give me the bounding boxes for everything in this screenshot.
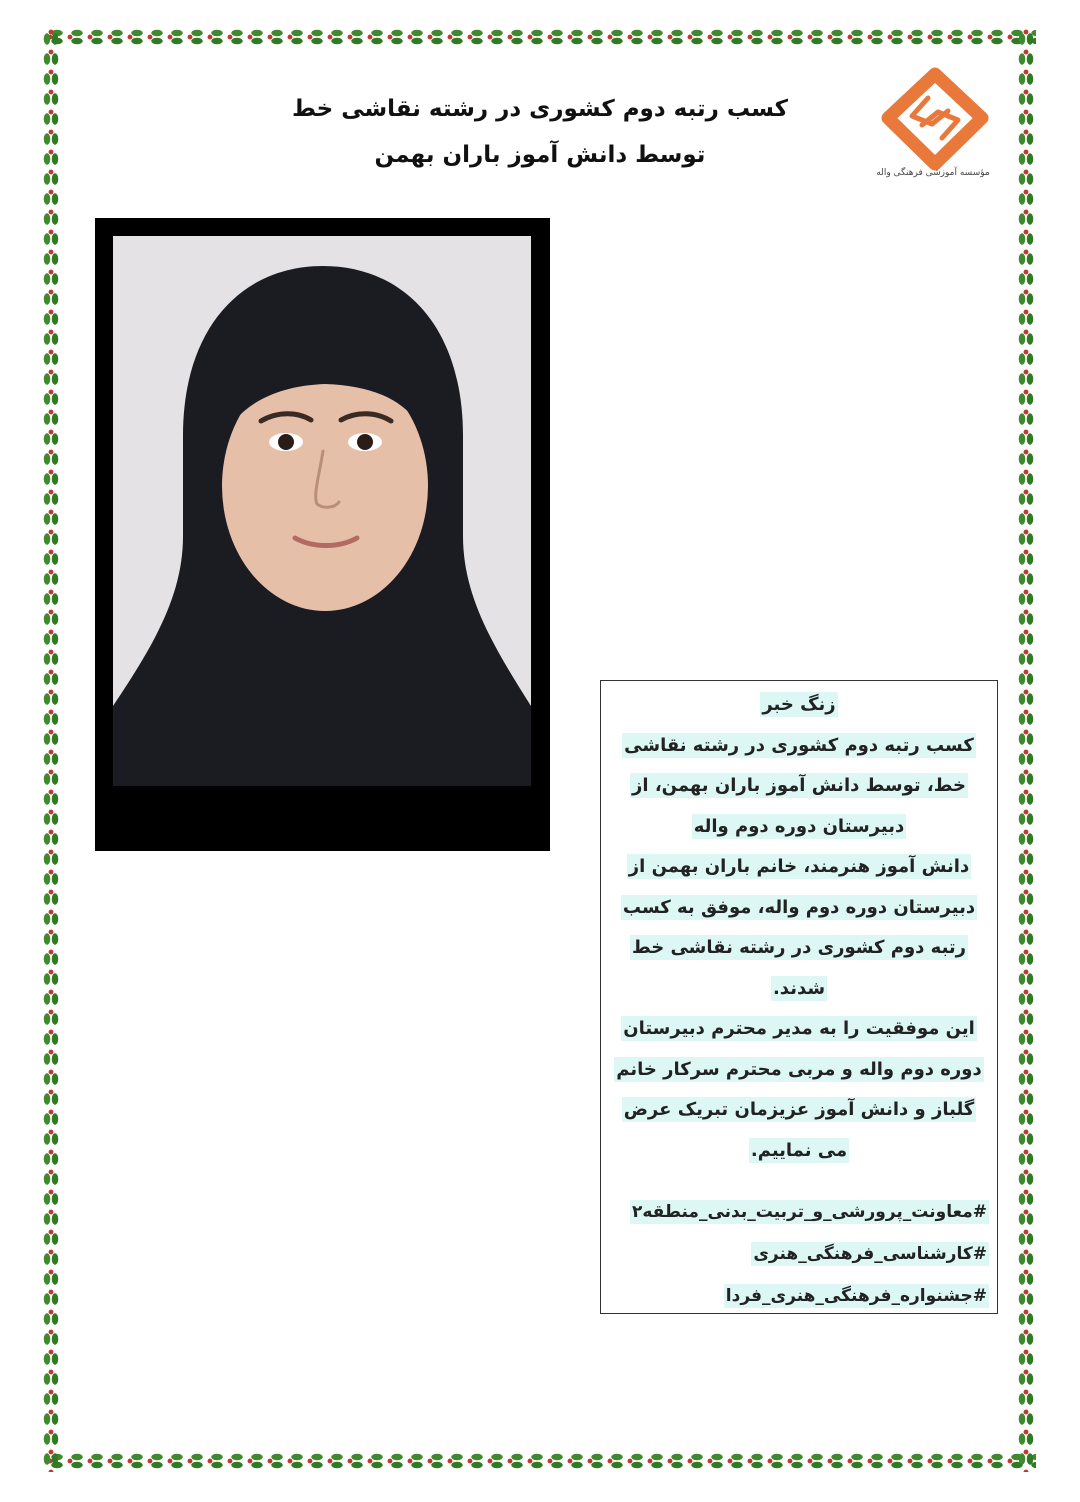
news-body bbox=[609, 685, 989, 1171]
news-line: دوره دوم واله و مربی محترم سرکار خانم bbox=[616, 1058, 982, 1080]
news-line: رتبه دوم کشوری در رشته نقاشی خط bbox=[631, 937, 967, 958]
spacer bbox=[609, 1171, 989, 1191]
hashtag[interactable]: #کارشناسی_فرهنگی_هنری bbox=[753, 1244, 987, 1264]
news-line: گلباز و دانش آموز عزیزمان تبریک عرض bbox=[623, 1099, 975, 1120]
news-line: دانش آموز هنرمند، خانم باران بهمن از bbox=[628, 856, 970, 877]
news-line: شدند. bbox=[772, 977, 826, 999]
holly-border-bottom bbox=[44, 1450, 1036, 1472]
news-line: دبیرستان دوره دوم واله، موفق به کسب bbox=[622, 896, 976, 918]
holly-border-right bbox=[1015, 26, 1037, 1472]
news-line: خط، توسط دانش آموز باران بهمن، از bbox=[632, 775, 966, 796]
hashtag[interactable]: #جشنواره_فرهنگی_هنری_فردا bbox=[725, 1286, 987, 1306]
news-line: می نماییم. bbox=[750, 1139, 848, 1161]
title-line-1: کسب رتبه دوم کشوری در رشته نقاشی خط bbox=[291, 96, 789, 122]
holly-border-left bbox=[40, 26, 62, 1472]
page-title bbox=[240, 86, 840, 178]
logo-caption: مؤسسه آموزشی فرهنگی واله bbox=[876, 168, 990, 178]
news-line: کسب رتبه دوم کشوری در رشته نقاشی bbox=[624, 734, 974, 756]
title-line-2: توسط دانش آموز باران بهمن bbox=[374, 142, 706, 168]
news-heading: زنگ خبر bbox=[762, 694, 836, 715]
holly-border-top bbox=[44, 26, 1036, 48]
news-line: این موفقیت را به مدیر محترم دبیرستان bbox=[623, 1018, 975, 1039]
news-line: دبیرستان دوره دوم واله bbox=[693, 815, 905, 837]
hashtag-list bbox=[609, 1191, 989, 1317]
hashtag[interactable]: #معاونت_پرورشی_و_تربیت_بدنی_منطقه۲ bbox=[631, 1202, 987, 1222]
student-photo bbox=[113, 236, 531, 786]
news-box bbox=[600, 680, 998, 1314]
portrait-illustration bbox=[113, 236, 531, 786]
